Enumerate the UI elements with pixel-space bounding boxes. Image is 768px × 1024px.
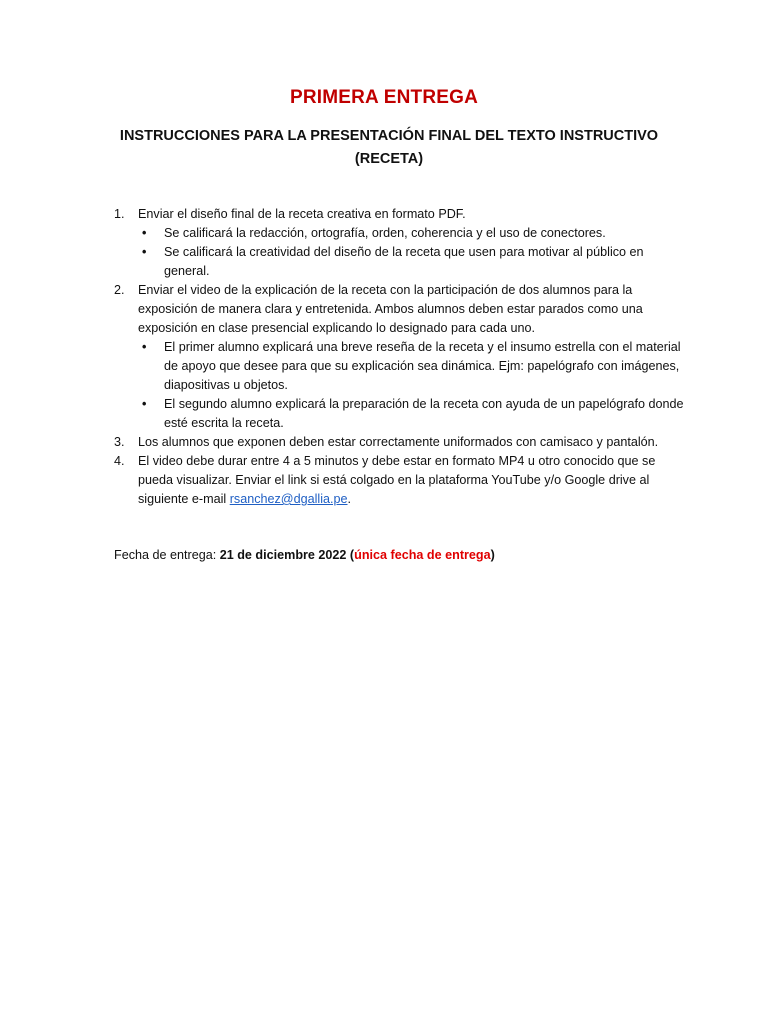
item-text: Enviar el diseño final de la receta creativa en formato PDF. [138, 207, 466, 221]
delivery-date-line [114, 546, 690, 565]
sub-bullet [114, 224, 690, 243]
sub-bullet [114, 338, 690, 395]
bullet-icon: • [142, 245, 147, 259]
bullet-icon: • [142, 397, 147, 411]
document-title: PRIMERA ENTREGA [289, 87, 479, 108]
item-text: Enviar el video de la explicación de la receta con la participación de dos alumnos para la exposición de manera clara y entretenida. Ambos alumnos deben estar parados como una exposición en clase presencial explicando lo designado para cada uno. [138, 283, 643, 335]
list-item-1 [114, 205, 690, 224]
list-item-3 [114, 433, 690, 452]
delivery-date-label: Fecha de entrega: [114, 548, 220, 562]
close-paren: ) [490, 548, 495, 562]
item-number: 2. [114, 283, 125, 297]
item-text-end: . [347, 492, 352, 506]
delivery-note: única fecha de entrega [354, 548, 491, 562]
email-link[interactable]: rsanchez@dgallia.pe [229, 492, 348, 506]
list-item-2 [114, 281, 690, 338]
bullet-text: Se calificará la creatividad del diseño de la receta que usen para motivar al público en general. [164, 245, 644, 278]
item-text: Los alumnos que exponen deben estar correctamente uniformados con camisaco y pantalón. [138, 435, 659, 449]
open-paren: ( [346, 548, 355, 562]
bullet-icon: • [142, 340, 147, 354]
document-subtitle: INSTRUCCIONES PARA LA PRESENTACIÓN FINAL DEL TEXTO INSTRUCTIVO (RECETA) [119, 128, 659, 167]
sub-bullet [114, 243, 690, 281]
item-number: 1. [114, 207, 125, 221]
sub-bullet [114, 395, 690, 433]
list-item-4 [114, 452, 690, 509]
bullet-icon: • [142, 226, 147, 240]
instructions-list [114, 205, 690, 509]
bullet-text: El segundo alumno explicará la preparación de la receta con ayuda de un papelógrafo donde esté escrita la receta. [164, 397, 684, 430]
item-number: 3. [114, 435, 125, 449]
delivery-date: 21 de diciembre 2022 [219, 548, 347, 562]
bullet-text: Se calificará la redacción, ortografía, orden, coherencia y el uso de conectores. [164, 226, 606, 240]
item-text: El video debe durar entre 4 a 5 minutos y debe estar en formato MP4 u otro conocido que se pueda visualizar. Enviar el link si está colgado en la plataforma YouTube y/o Google drive al siguiente e-mail [138, 454, 656, 506]
bullet-text: El primer alumno explicará una breve reseña de la receta y el insumo estrella con el material de apoyo que desee para que su explicación sea dinámica. Ejm: papelógrafo con imágenes, diapositivas u objetos. [164, 340, 681, 392]
item-number: 4. [114, 454, 125, 468]
